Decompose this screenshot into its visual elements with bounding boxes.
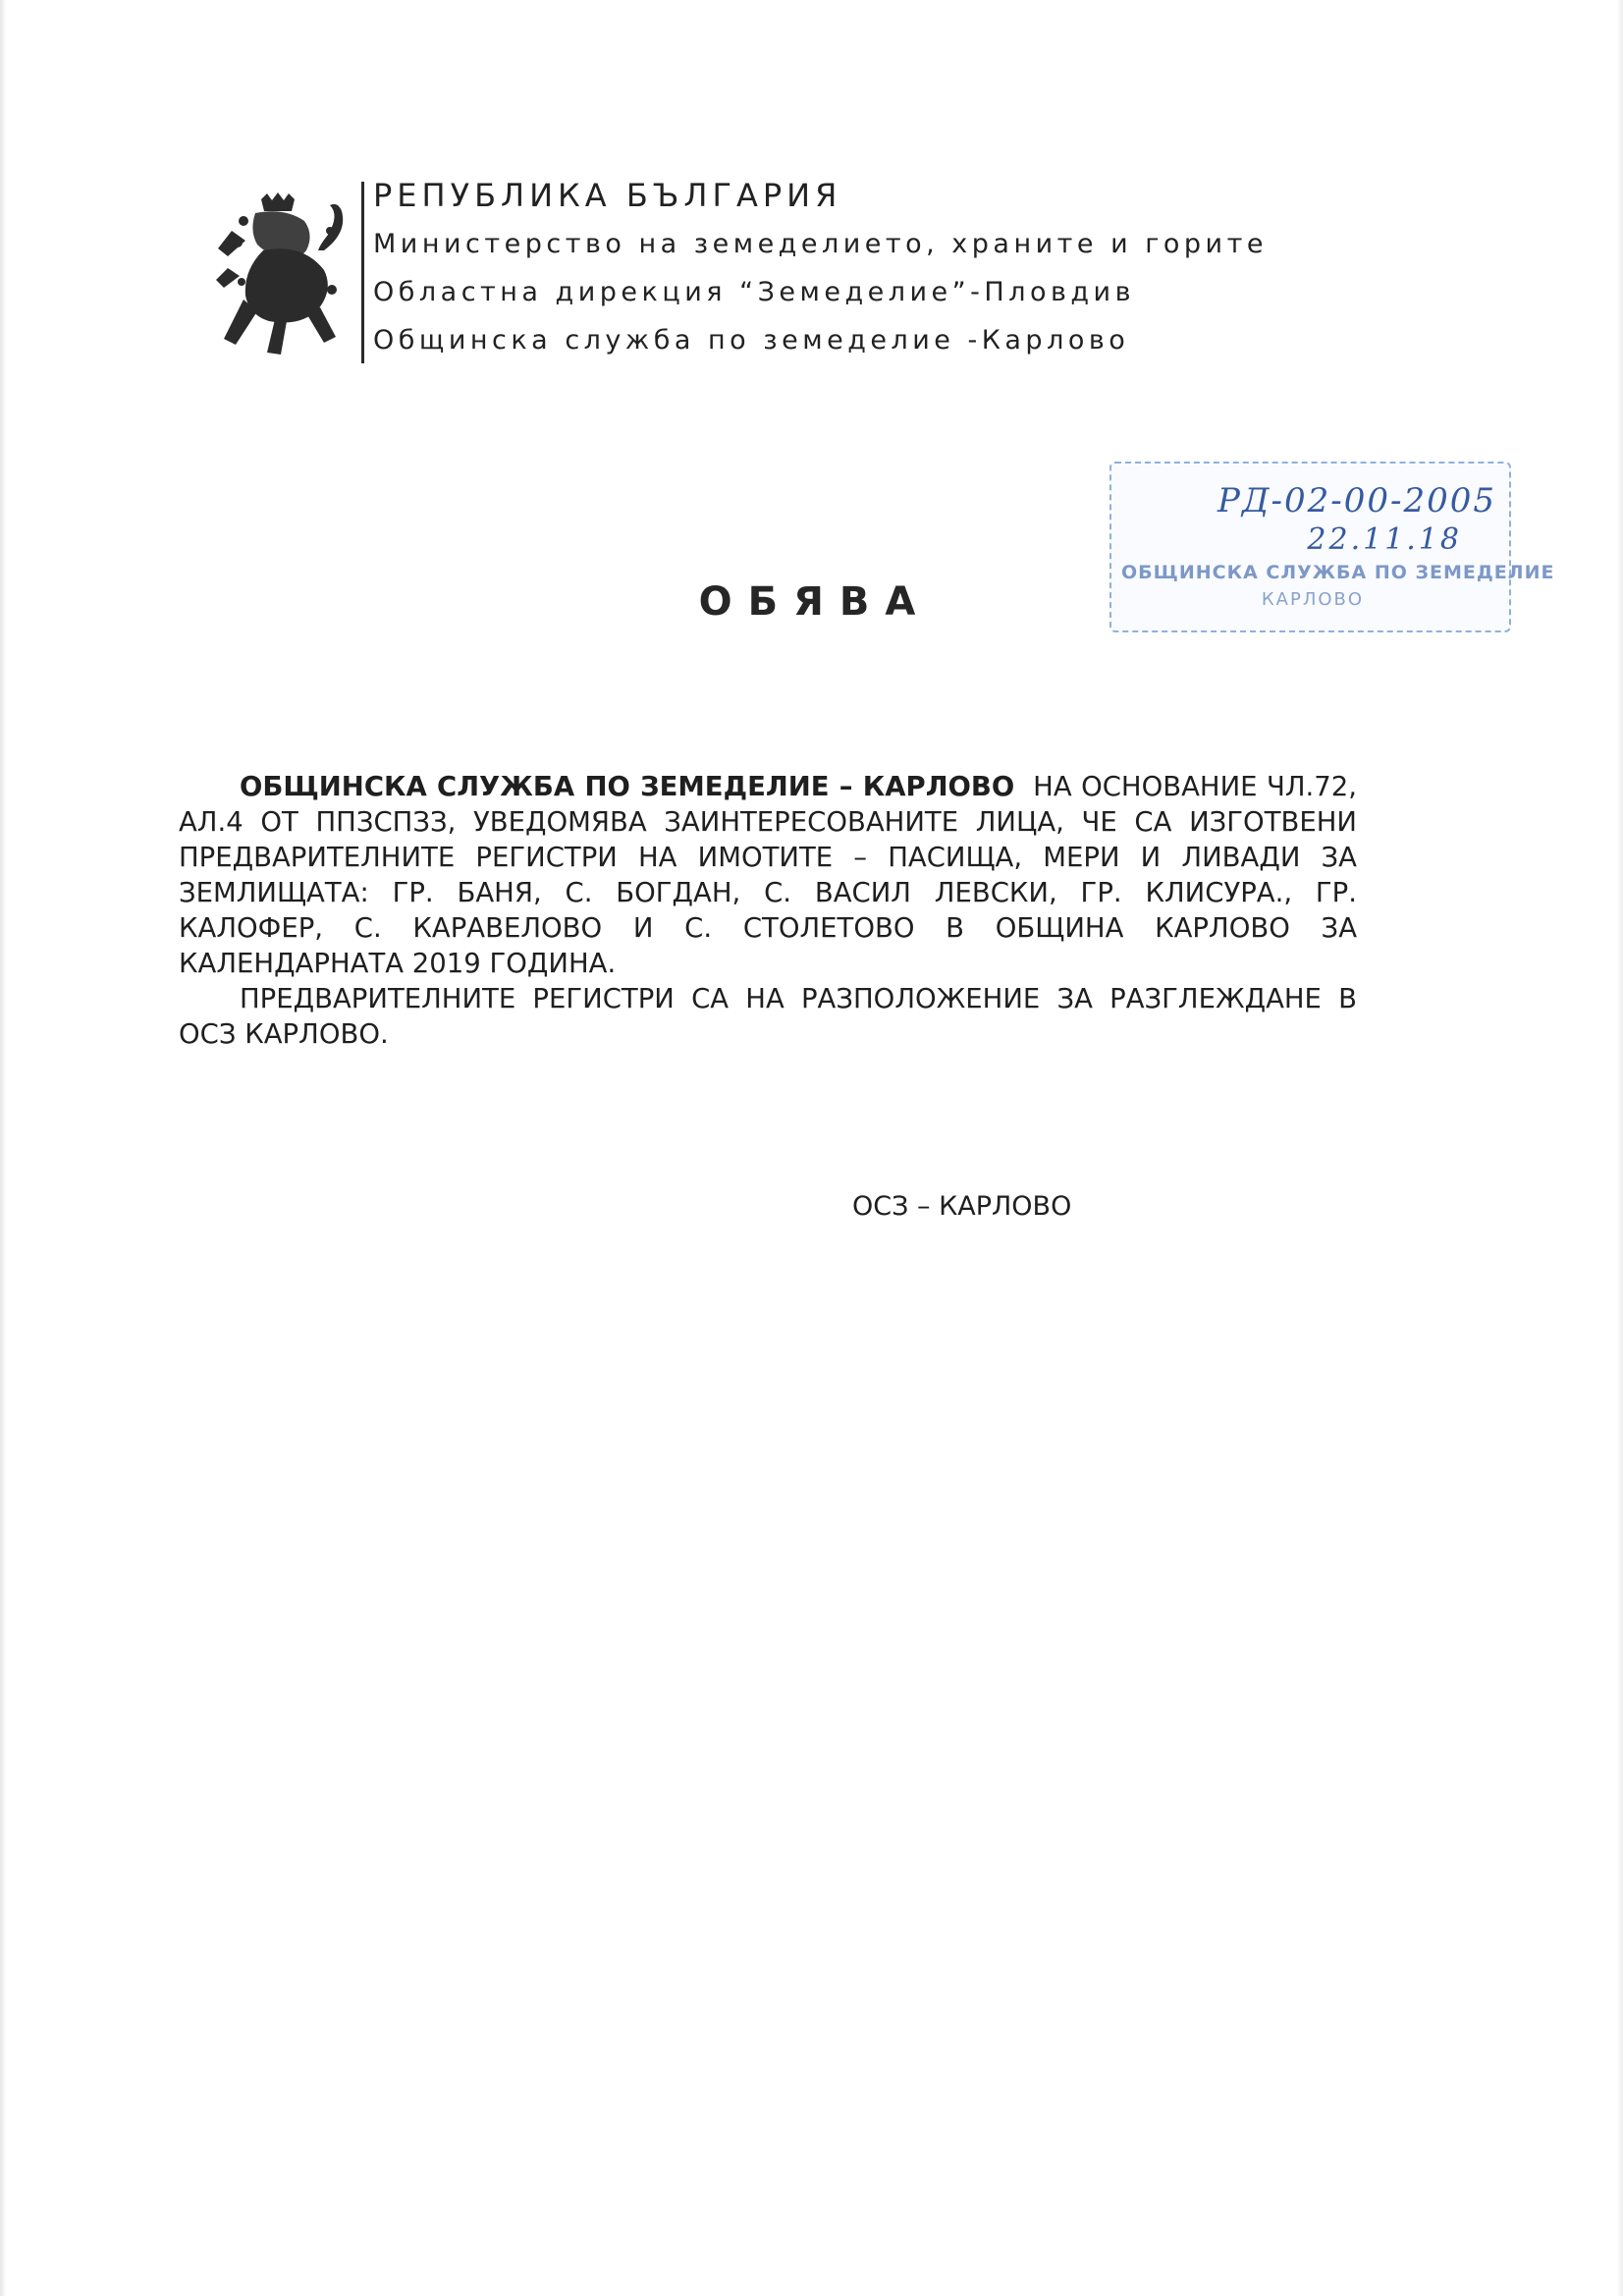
stamp-office: ОБЩИНСКА СЛУЖБА ПО ЗЕМЕДЕЛИЕ <box>1121 562 1555 583</box>
scan-edge-left <box>0 0 6 2296</box>
scan-edge-right <box>1617 0 1623 2296</box>
paragraph-1 <box>179 769 1357 981</box>
letterhead-divider <box>361 182 364 363</box>
paragraph-1-text: НА ОСНОВАНИЕ ЧЛ.72, АЛ.4 ОТ ППЗСПЗЗ, УВЕДОМЯВА ЗАИНТЕРЕСОВАНИТЕ ЛИЦА, ЧЕ СА ИЗГОТВЕНИ ПРЕДВАРИТЕЛНИТЕ РЕГИСТРИ НА ИМОТИТЕ – ПАСИЩА, МЕРИ И ЛИВАДИ ЗА ЗЕМЛИЩАТА: ГР. БАНЯ, С. БОГДАН, С. ВАСИЛ ЛЕВСКИ, ГР. КЛИСУРА., ГР. КАЛОФЕР, С. КАРАВЕЛОВО И С. СТОЛЕТОВО В ОБЩИНА КАРЛОВО ЗА КАЛЕНДАРНАТА 2019 ГОДИНА. <box>179 771 1358 979</box>
registration-stamp <box>1109 462 1555 632</box>
regional-directorate-name: Областна дирекция “Земеделие”-Пловдив <box>373 277 1136 307</box>
letterhead <box>214 172 1314 378</box>
paragraph-2-text: ПРЕДВАРИТЕЛНИТЕ РЕГИСТРИ СА НА РАЗПОЛОЖЕНИЕ ЗА РАЗГЛЕЖДАНЕ В ОСЗ КАРЛОВО. <box>179 983 1357 1050</box>
paragraph-1-lead: ОБЩИНСКА СЛУЖБА ПО ЗЕМЕДЕЛИЕ – КАРЛОВО <box>240 771 1015 802</box>
bulgarian-lion-coat-of-arms-icon <box>214 191 352 358</box>
stamp-city: КАРЛОВО <box>1261 589 1365 610</box>
municipal-office-name: Общинска служба по земеделие -Карлово <box>373 325 1130 355</box>
document-title: ОБЯВА <box>698 579 932 625</box>
republic-name: РЕПУБЛИКА БЪЛГАРИЯ <box>373 177 842 214</box>
paragraph-2 <box>179 981 1357 1052</box>
stamp-date: 22.11.18 <box>1307 522 1462 557</box>
signature-block: ОСЗ – КАРЛОВО <box>852 1191 1072 1222</box>
document-body <box>179 769 1357 1052</box>
letterhead-text <box>373 172 1316 364</box>
stamp-registration-number: РД-02-00-2005 <box>1217 481 1496 520</box>
ministry-name: Министерство на земеделието, храните и горите <box>373 229 1268 259</box>
